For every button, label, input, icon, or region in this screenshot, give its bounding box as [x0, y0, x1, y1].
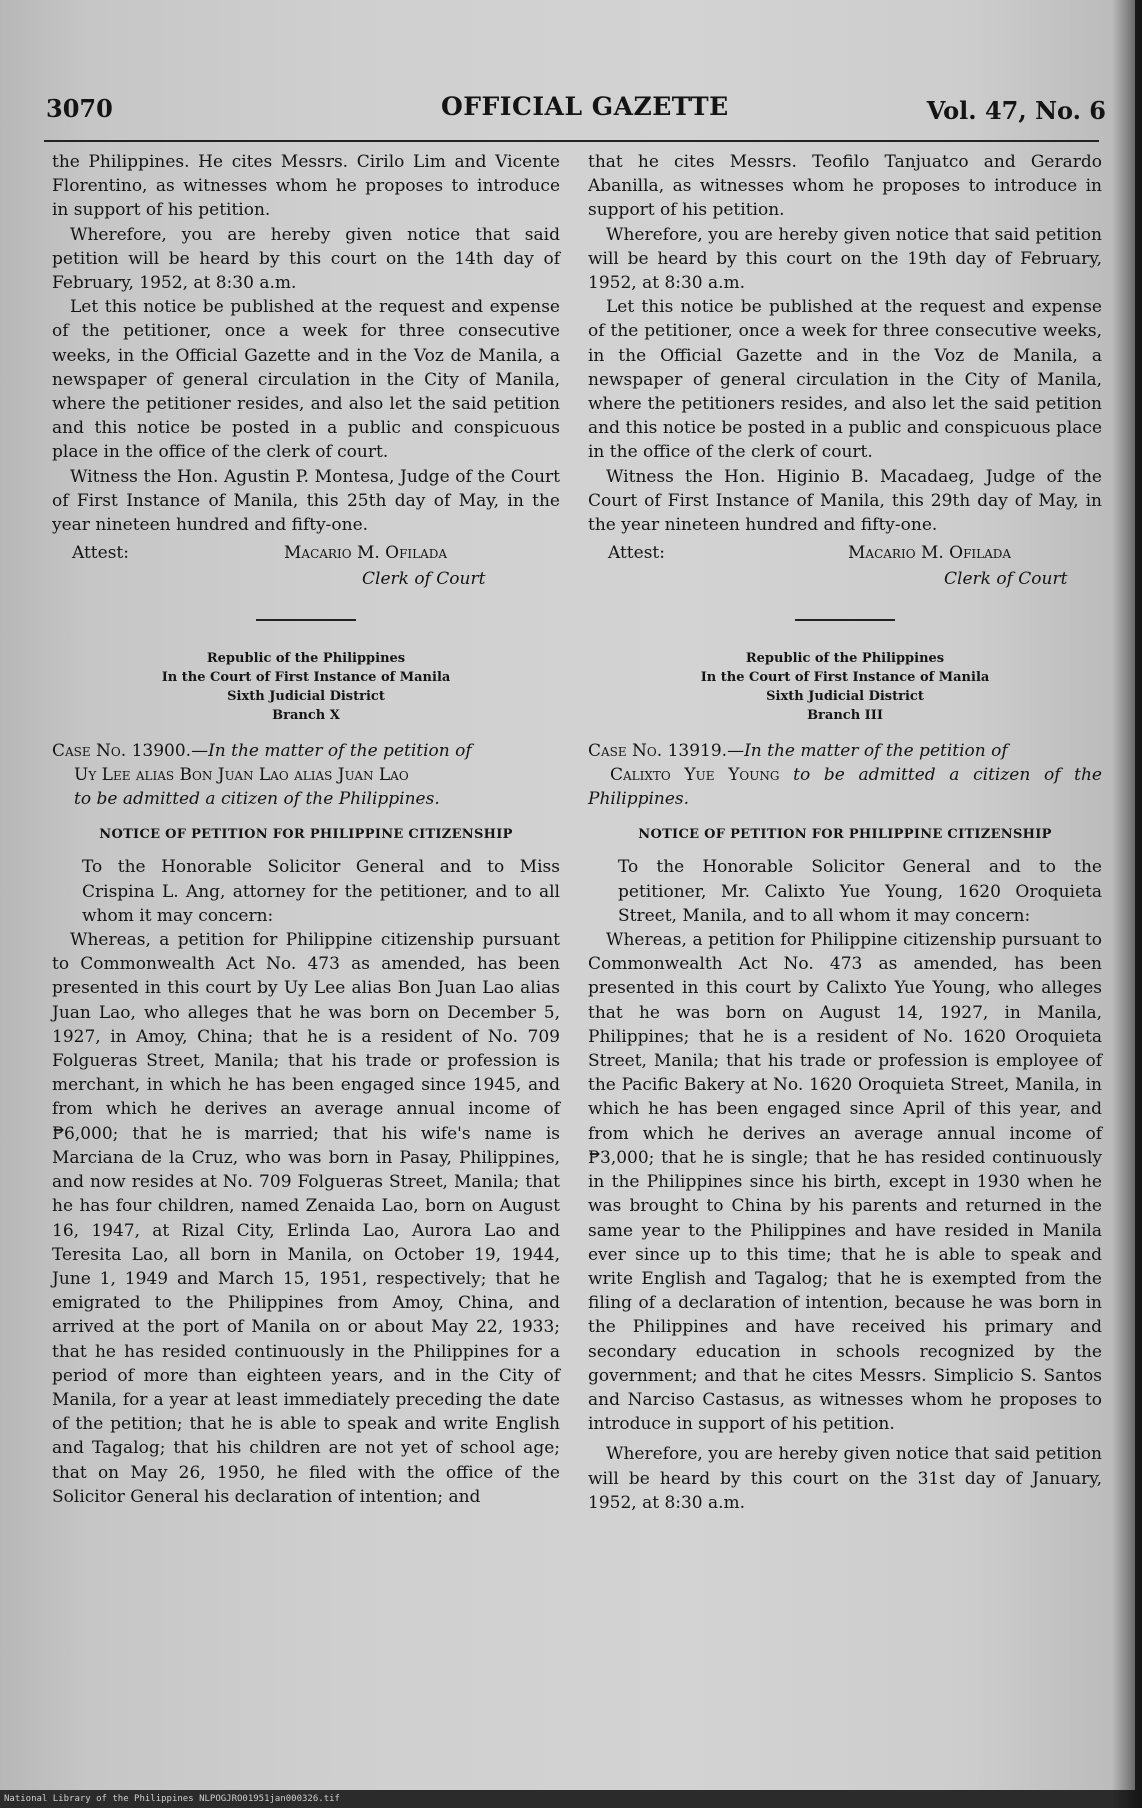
court-branch: Branch X — [272, 708, 340, 724]
court-name: In the Court of First Instance of Manila — [700, 670, 990, 686]
court-republic: Republic of the Philippines — [206, 651, 406, 667]
attest-label: Attest: — [608, 543, 665, 564]
left-hearing-paragraph: Wherefore, you are hereby given notice that said petition will be heard by this court on the 14th day of February, 1952, at 8:30 a.m. — [52, 224, 560, 294]
case-text: —In the matter of the petition of — [191, 741, 472, 762]
section-divider — [795, 619, 895, 621]
case-purpose: to be admitted a citizen of the Philippines. — [74, 789, 440, 810]
right-hearing-paragraph: Wherefore, you are hereby given notice that said petition will be heard by this court on the 19th day of February, 1952, at 8:30 a.m. — [588, 224, 1102, 294]
petition-body: Whereas, a petition for Philippine citizenship pursuant to Commonwealth Act No. 473 as amended, has been presented in this court by Calixto Yue Young, who alleges that he was born on August 14, 1927, in Manila, Philippines; that he is a resident of No. 1620 Oroquieta Street, Manila; that his trade or profession is employee of the Pacific Bakery at No. 1620 Oroquieta Street, Manila, in which he has been engaged since April of this year, and from which he derives an average annual income of ₱3,000; that he is single; that he has resided continuously in the Philippines since his birth, except in 1930 when he was brought to China by his parents and returned in the same year to the Philippines and have resided in Manila ever since up to this time; that he is able to speak and write English and Tagalog; that he is exempted from the filing of a declaration of intention, because he was born in the Philippines and have received his primary and secondary education in schools recognized by the government; and that he cites Messrs. Simplicio S. Santos and Narciso Castasus, as witnesses whom he proposes to introduce in support of his petition. — [588, 930, 1102, 1435]
right-publication-paragraph: Let this notice be published at the request and expense of the petitioner, once a week for three consecutive weeks, in the Official Gazette and in the Voz de Manila, a newspaper of general circulation in the City of Manila, where the petitioners resides, and also let the said petition and this notice be posted in a public and conspicuous place in the office of the clerk of court. — [588, 297, 1102, 463]
case-caption — [52, 739, 560, 811]
right-attest-block — [588, 541, 1102, 601]
notice-addressee: To the Honorable Solicitor General and to Miss Crispina L. Ang, attorney for the petitioner, and to all whom it may concern: — [82, 857, 560, 926]
right-continuation-paragraph: that he cites Messrs. Teofilo Tanjuatco and Gerardo Abanilla, as witnesses whom he proposes to introduce in support of his petition. — [588, 152, 1102, 221]
volume-number: Vol. 47, No. 6 — [926, 96, 1106, 125]
court-heading — [52, 649, 560, 725]
court-branch: Branch III — [807, 708, 883, 724]
case-number: Case No. 13900. — [52, 741, 192, 762]
left-publication-paragraph: Let this notice be published at the request and expense of the petitioner, once a week for three consecutive weeks, in the Official Gazette and in the Voz de Manila, a newspaper of general circulation in the City of Manila, where the petitioner resides, and also let the said petition and this notice be posted in a public and conspicuous place in the office of the clerk of court. — [52, 297, 560, 463]
right-final-hearing-paragraph: Wherefore, you are hereby given notice that said petition will be heard by this court on the 31st day of January, 1952, at 8:30 a.m. — [588, 1444, 1102, 1513]
left-column — [52, 150, 560, 1509]
left-witness-paragraph: Witness the Hon. Agustin P. Montesa, Judge of the Court of First Instance of Manila, this 25th day of May, in the year nineteen hundred and fifty-one. — [52, 466, 560, 536]
court-district: Sixth Judicial District — [227, 689, 385, 705]
case-caption — [588, 739, 1102, 811]
header-rule — [44, 140, 1099, 142]
page-header — [36, 88, 1106, 128]
notice-heading: NOTICE OF PETITION FOR PHILIPPINE CITIZENSHIP — [99, 827, 513, 843]
court-heading — [588, 649, 1102, 725]
page-number: 3070 — [46, 94, 113, 123]
case-text: —In the matter of the petition of — [727, 741, 1008, 762]
clerk-title: Clerk of Court — [944, 569, 1068, 590]
scan-footer: National Library of the Philippines NLPOGJRO01951jan000326.tif — [4, 1794, 340, 1804]
court-name: In the Court of First Instance of Manila — [161, 670, 451, 686]
page-edge-shadow — [1112, 0, 1142, 1808]
left-continuation-paragraph: the Philippines. He cites Messrs. Cirilo Lim and Vicente Florentino, as witnesses whom he proposes to introduce in support of his petition. — [52, 152, 560, 221]
clerk-name: Macario M. Ofilada — [848, 543, 1012, 564]
clerk-name: Macario M. Ofilada — [284, 543, 448, 564]
petitioner-name: Calixto Yue Young — [610, 765, 780, 786]
right-witness-paragraph: Witness the Hon. Higinio B. Macadaeg, Judge of the Court of First Instance of Manila, this 29th day of May, in the year nineteen hundred and fifty-one. — [588, 466, 1102, 536]
court-district: Sixth Judicial District — [766, 689, 924, 705]
left-attest-block — [52, 541, 560, 601]
attest-label: Attest: — [72, 543, 129, 564]
publication-title: OFFICIAL GAZETTE — [441, 92, 729, 121]
petitioner-name: Uy Lee alias Bon Juan Lao alias Juan Lao — [74, 765, 409, 786]
section-divider — [256, 619, 356, 621]
right-column — [588, 150, 1102, 1515]
notice-heading: NOTICE OF PETITION FOR PHILIPPINE CITIZENSHIP — [638, 827, 1052, 843]
court-republic: Republic of the Philippines — [745, 651, 945, 667]
case-purpose: to be admitted a citizen of the Philippines. — [588, 765, 1102, 810]
case-number: Case No. 13919. — [588, 741, 728, 762]
notice-addressee: To the Honorable Solicitor General and to the petitioner, Mr. Calixto Yue Young, 1620 Oroquieta Street, Manila, and to all whom it may concern: — [618, 857, 1102, 926]
clerk-title: Clerk of Court — [362, 569, 486, 590]
petition-body: Whereas, a petition for Philippine citizenship pursuant to Commonwealth Act No. 473 as amended, has been presented in this court by Uy Lee alias Bon Juan Lao alias Juan Lao, who alleges that he was born on December 5, 1927, in Amoy, China; that he is a resident of No. 709 Folgueras Street, Manila; that his trade or profession is merchant, in which he has been engaged since 1945, and from which he derives an average annual income of ₱6,000; that he is married; that his wife's name is Marciana de la Cruz, who was born in Pasay, Philippines, and now resides at No. 709 Folgueras Street, Manila; that he has four children, named Zenaida Lao, born on August 16, 1947, at Rizal City, Erlinda Lao, Aurora Lao and Teresita Lao, all born in Manila, on October 19, 1944, June 1, 1949 and March 15, 1951, respectively; that he emigrated to the Philippines from Amoy, China, and arrived at the port of Manila on or about May 22, 1933; that he has resided continuously in the Philippines for a period of more than eighteen years, and in the City of Manila, for a year at least immediately preceding the date of the petition; that he is able to speak and write English and Tagalog; that his children are not yet of school age; that on May 26, 1950, he filed with the office of the Solicitor General his declaration of intention; and — [52, 930, 560, 1507]
